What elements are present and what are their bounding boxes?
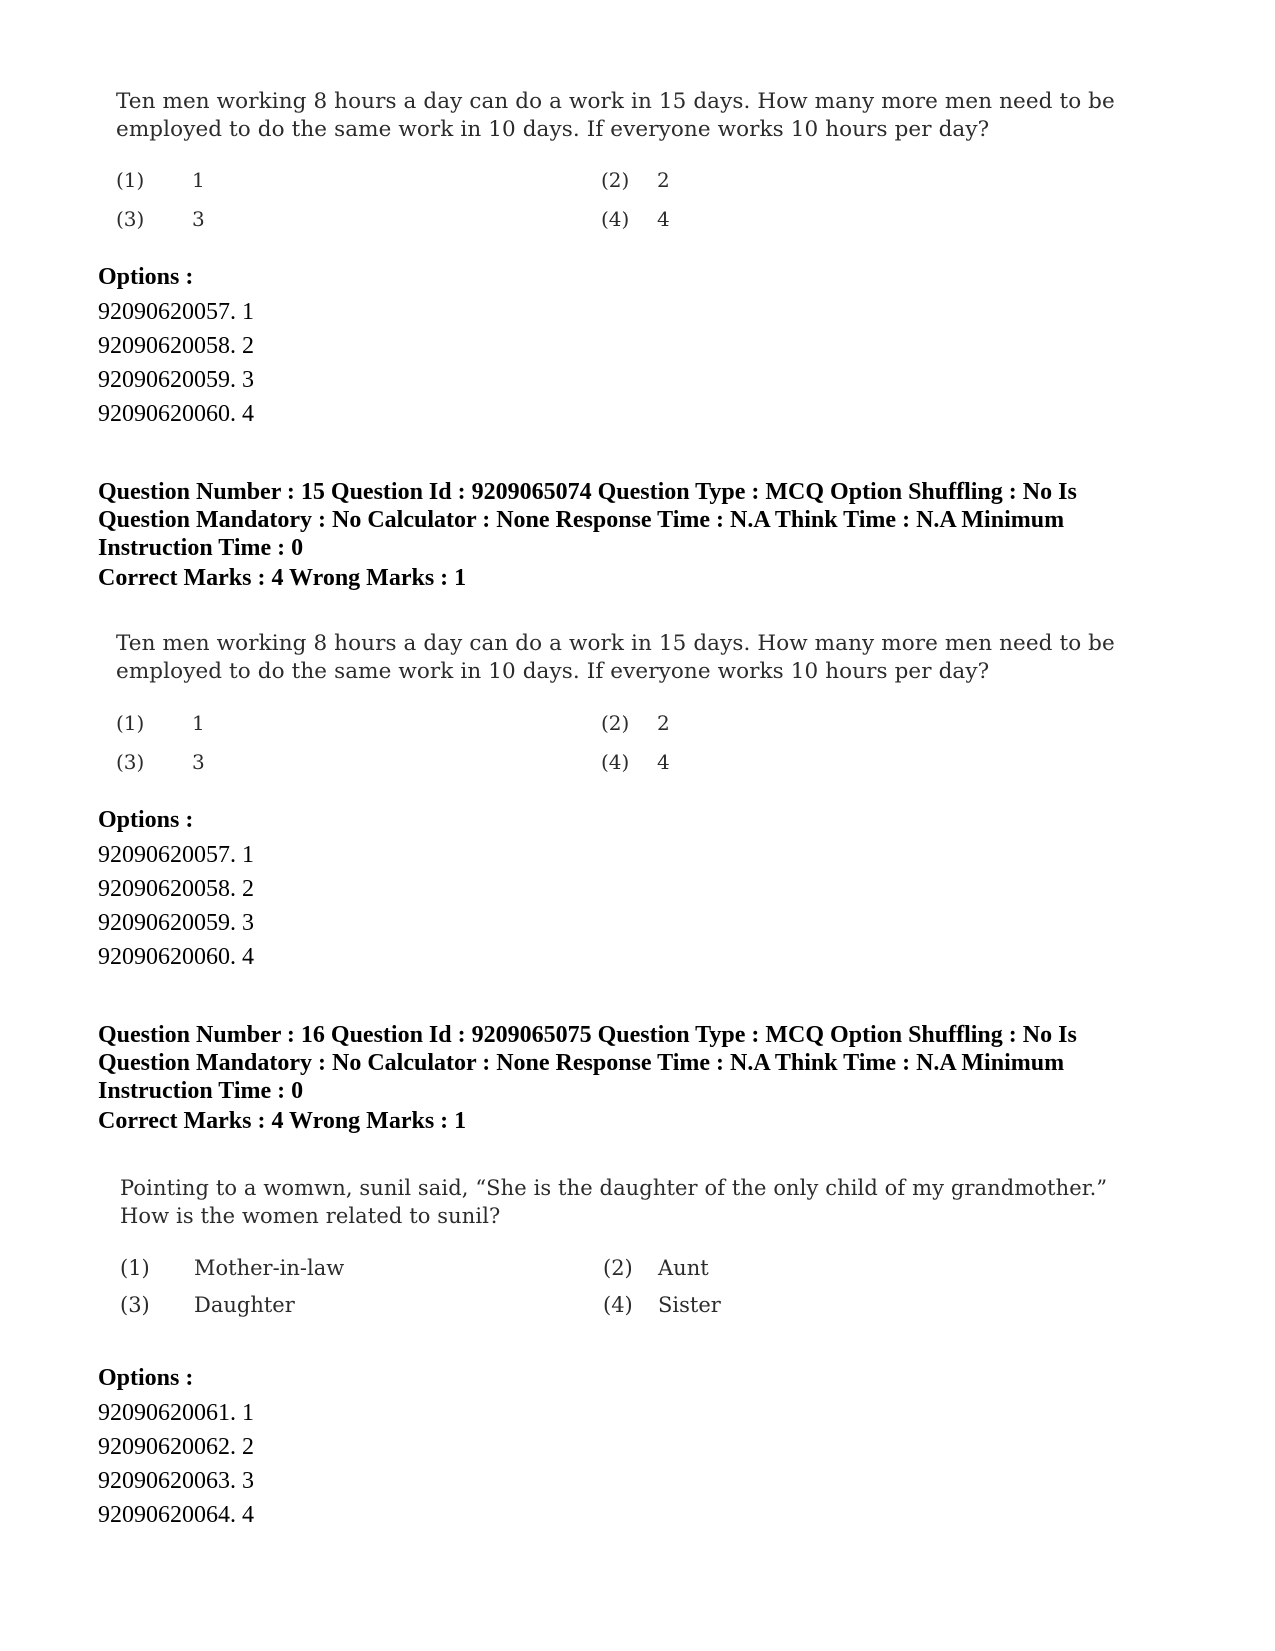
options-list [98,838,254,974]
answer-choice: (4) Sister [603,1293,721,1317]
question-meta-line: Question Number : 15 Question Id : 9209065074 Question Type : MCQ Option Shuffling : No Is [98,479,1077,505]
question-text-line: Pointing to a womwn, sunil said, “She is the daughter of the only child of my grandmother.” [120,1176,1108,1200]
answer-choice: (3) 3 [116,750,205,774]
question-meta-line: Question Mandatory : No Calculator : None Response Time : N.A Think Time : N.A Minimum [98,1050,1065,1076]
option-item: 92090620062. 2 [98,1434,254,1460]
question-meta-line: Question Number : 16 Question Id : 9209065075 Question Type : MCQ Option Shuffling : No Is [98,1022,1077,1048]
question-image-1 [116,88,1126,144]
answer-choice: (2) 2 [601,711,670,735]
option-item: 92090620059. 3 [98,367,254,393]
answer-choice: (1) 1 [116,168,205,192]
option-item: 92090620061. 1 [98,1400,254,1426]
question-text-line: Ten men working 8 hours a day can do a work in 15 days. How many more men need to be [116,89,1115,114]
marks-line: Correct Marks : 4 Wrong Marks : 1 [98,565,467,591]
option-item: 92090620058. 2 [98,876,254,902]
option-item: 92090620063. 3 [98,1468,254,1494]
question-image-2 [116,630,1126,686]
answer-choice: (3) Daughter [120,1293,295,1317]
question-meta [98,1021,1208,1105]
option-item: 92090620057. 1 [98,842,254,868]
answer-choice: (4) 4 [601,207,670,231]
options-label: Options : [98,807,194,833]
answer-choice: (4) 4 [601,750,670,774]
options-list [98,295,254,431]
question-text-line: employed to do the same work in 10 days. If everyone works 10 hours per day? [116,659,990,684]
question-meta-line: Question Mandatory : No Calculator : None Response Time : N.A Think Time : N.A Minimum [98,507,1065,533]
question-text-line: employed to do the same work in 10 days. If everyone works 10 hours per day? [116,117,990,142]
answer-choice: (2) Aunt [603,1256,709,1280]
answer-choice: (1) 1 [116,711,205,735]
options-list [98,1396,254,1532]
question-text-line: How is the women related to sunil? [120,1204,501,1228]
option-item: 92090620058. 2 [98,333,254,359]
options-label: Options : [98,1365,194,1391]
question-meta [98,478,1208,562]
options-label: Options : [98,264,194,290]
marks-line: Correct Marks : 4 Wrong Marks : 1 [98,1108,467,1134]
question-meta-line: Instruction Time : 0 [98,1078,304,1104]
option-item: 92090620059. 3 [98,910,254,936]
option-item: 92090620060. 4 [98,944,254,970]
answer-choice: (3) 3 [116,207,205,231]
question-image-3 [120,1174,1140,1230]
answer-choice: (1) Mother-in-law [120,1256,345,1280]
question-text-line: Ten men working 8 hours a day can do a work in 15 days. How many more men need to be [116,631,1115,656]
option-item: 92090620060. 4 [98,401,254,427]
option-item: 92090620064. 4 [98,1502,254,1528]
option-item: 92090620057. 1 [98,299,254,325]
answer-choice: (2) 2 [601,168,670,192]
question-meta-line: Instruction Time : 0 [98,535,304,561]
